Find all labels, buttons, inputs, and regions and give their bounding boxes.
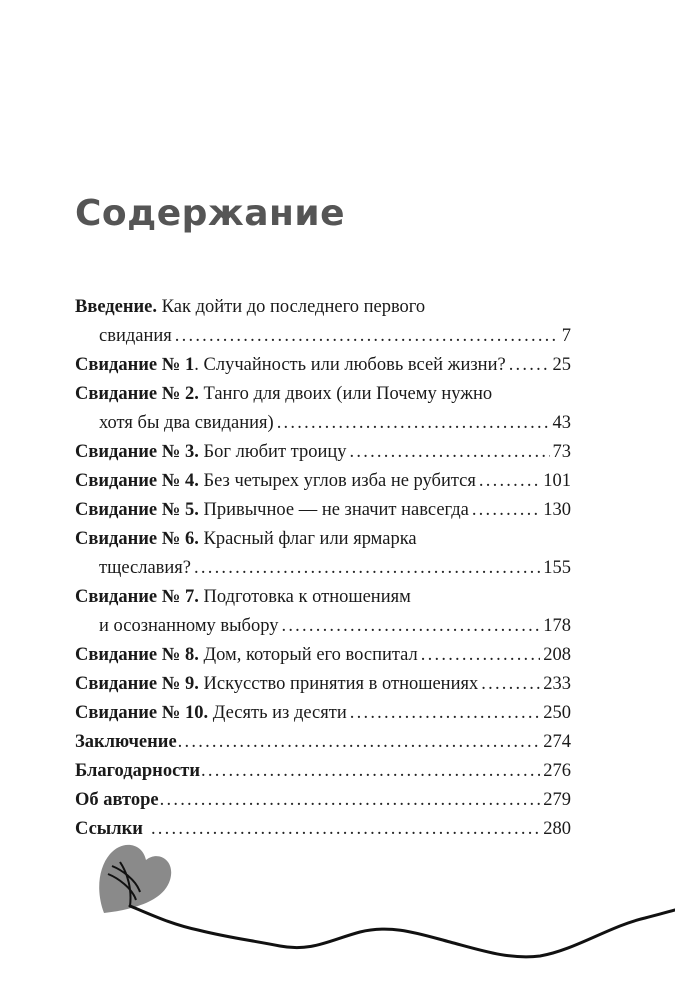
balloon-string: [130, 906, 675, 957]
toc-entry-head: Заключение: [75, 732, 177, 752]
toc-entry-about-author[interactable]: [75, 786, 571, 815]
toc-entry-head: Введение.: [75, 297, 158, 317]
toc-entry-head: Свидание № 5.: [75, 500, 199, 520]
leader-dots: [277, 409, 550, 438]
leader-dots: [281, 612, 540, 641]
page-title: Содержание: [75, 193, 346, 234]
toc-page-number: 130: [543, 500, 571, 520]
toc-entry-date-6[interactable]: [75, 525, 571, 583]
toc-entry-head: Свидание № 4.: [75, 471, 199, 491]
toc-entry-date-4[interactable]: [75, 467, 571, 496]
toc-entry-intro[interactable]: [75, 293, 571, 351]
toc-entry-text-continued: свидания: [99, 326, 172, 346]
leader-dots: [201, 757, 540, 786]
toc-entry-conclusion[interactable]: [75, 728, 571, 757]
toc-entry-head: Свидание № 1: [75, 355, 195, 375]
toc-entry-head: Свидание № 6.: [75, 529, 199, 549]
toc-entry-date-5[interactable]: [75, 496, 571, 525]
toc-page-number: 101: [543, 471, 571, 491]
toc-entry-head: Свидание № 9.: [75, 674, 199, 694]
table-of-contents: [75, 293, 571, 844]
leader-dots: [509, 351, 550, 380]
toc-entry-text: Привычное — не значит навсегда: [198, 500, 469, 520]
toc-entry-text: Подготовка к отношениям: [198, 587, 411, 607]
leader-dots: [160, 786, 541, 815]
toc-entry-text: Красный флаг или ярмарка: [198, 529, 417, 549]
toc-entry-text: Дом, который его воспитал: [198, 645, 418, 665]
toc-entry-head: Свидание № 10.: [75, 703, 209, 723]
toc-page-number: 178: [543, 616, 571, 636]
toc-entry-date-7[interactable]: [75, 583, 571, 641]
toc-page-number: 155: [543, 558, 571, 578]
toc-entry-text: Искусство принятия в отношениях: [198, 674, 479, 694]
toc-entry-text-continued: тщеславия?: [99, 558, 192, 578]
toc-entry-head: Свидание № 3.: [75, 442, 199, 462]
leader-dots: [481, 670, 540, 699]
heart-balloon-icon: [0, 830, 675, 1000]
toc-entry-text: Без четырех углов изба не рубится: [198, 471, 476, 491]
toc-page-number: 25: [552, 355, 571, 375]
toc-page-number: 233: [543, 674, 571, 694]
toc-page-number: 279: [543, 790, 571, 810]
leader-dots: [175, 322, 559, 351]
toc-page-number: 43: [552, 413, 571, 433]
toc-entry-text: Как дойти до последнего первого: [157, 297, 426, 317]
leader-dots: [194, 554, 540, 583]
toc-entry-head: Свидание № 2.: [75, 384, 199, 404]
toc-entry-head: Ссылки: [75, 819, 143, 839]
leader-dots: [350, 699, 540, 728]
toc-entry-head: Об авторе: [75, 790, 159, 810]
toc-entry-text-continued: и осознанному выбору: [99, 616, 279, 636]
toc-entry-date-10[interactable]: [75, 699, 571, 728]
toc-entry-date-9[interactable]: [75, 670, 571, 699]
toc-entry-date-2[interactable]: [75, 380, 571, 438]
toc-entry-head: Благодарности: [75, 761, 201, 781]
toc-page-number: 274: [543, 732, 571, 752]
toc-entry-text: Десять из десяти: [208, 703, 347, 723]
leader-dots: [472, 496, 540, 525]
toc-entry-text: Бог любит троицу: [198, 442, 347, 462]
toc-entry-date-3[interactable]: [75, 438, 571, 467]
toc-entry-text: . Случайность или любовь всей жизни?: [194, 355, 506, 375]
heart-shape: [99, 845, 171, 913]
toc-entry-acknowledgements[interactable]: [75, 757, 571, 786]
toc-page-number: 73: [552, 442, 571, 462]
leader-dots: [479, 467, 540, 496]
toc-entry-date-1[interactable]: [75, 351, 571, 380]
toc-entry-text-continued: хотя бы два свидания): [99, 413, 274, 433]
toc-page-number: 280: [543, 819, 571, 839]
toc-entry-date-8[interactable]: [75, 641, 571, 670]
leader-dots: [178, 728, 541, 757]
toc-entry-text: Танго для двоих (или Почему нужно: [198, 384, 493, 404]
leader-dots: [350, 438, 550, 467]
toc-entry-head: Свидание № 7.: [75, 587, 199, 607]
toc-page-number: 250: [543, 703, 571, 723]
toc-page-number: 7: [561, 326, 571, 346]
toc-page-number: 276: [543, 761, 571, 781]
toc-entry-head: Свидание № 8.: [75, 645, 199, 665]
leader-dots: [421, 641, 540, 670]
toc-page-number: 208: [543, 645, 571, 665]
